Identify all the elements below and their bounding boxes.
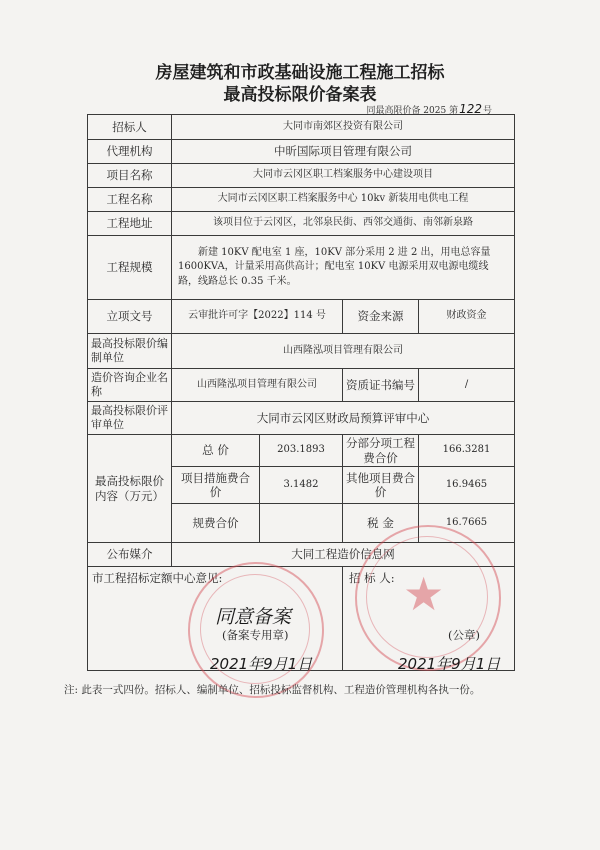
row-consult — [88, 369, 515, 402]
scale-label: 工程规模 — [88, 236, 172, 300]
other-label: 其他项目费合价 — [343, 467, 419, 504]
seal-star-icon: ★ — [403, 567, 445, 621]
location-label: 工程地址 — [88, 212, 172, 236]
consult-value: 山西隆泓项目管理有限公司 — [172, 369, 343, 402]
approval-label: 立项文号 — [88, 300, 172, 334]
row-location — [88, 212, 515, 236]
handwritten-approval: 同意备案 — [215, 606, 292, 628]
tenderer-seal — [355, 525, 501, 671]
fee-value — [260, 504, 343, 543]
tax-value: 16.7665 — [419, 504, 515, 543]
seal-note: (公章) — [448, 628, 480, 642]
media-label: 公布媒介 — [88, 543, 172, 567]
project-name-label: 项目名称 — [88, 164, 172, 188]
sub-item-label: 分部分项工程费合价 — [343, 435, 419, 467]
tenderer-value: 大同市南郊区投资有限公司 — [172, 115, 515, 140]
form-title-line1: 房屋建筑和市政基础设施工程施工招标 — [155, 63, 445, 83]
filing-number-handwritten: 122 — [459, 102, 482, 116]
cert-label: 资质证书编号 — [343, 369, 419, 402]
review-value: 大同市云冈区财政局预算评审中心 — [172, 402, 515, 435]
center-opinion-label: 市工程招标定额中心意见: — [92, 571, 223, 585]
other-value: 16.9465 — [419, 467, 515, 504]
engineering-name-label: 工程名称 — [88, 188, 172, 212]
compiler-label: 最高投标限价编制单位 — [88, 334, 172, 369]
measure-label: 项目措施费合 价 — [172, 467, 260, 504]
total-price-label: 总 价 — [172, 435, 260, 467]
media-value: 大同工程造价信息网 — [172, 543, 515, 567]
compiler-value: 山西隆泓项目管理有限公司 — [172, 334, 515, 369]
sub-item-value: 166.3281 — [419, 435, 515, 467]
measure-value: 3.1482 — [260, 467, 343, 504]
row-price-1 — [88, 435, 515, 467]
row-approval — [88, 300, 515, 334]
total-price-value: 203.1893 — [260, 435, 343, 467]
row-project-name — [88, 164, 515, 188]
row-tenderer — [88, 115, 515, 140]
row-agency — [88, 140, 515, 164]
agency-label: 代理机构 — [88, 140, 172, 164]
footnote: 注: 此表一式四份。招标人、编制单位、招标投标监督机构、工程造价管理机构各执一份。 — [64, 684, 481, 696]
tax-label: 税 金 — [343, 504, 419, 543]
agency-value: 中昕国际项目管理有限公司 — [172, 140, 515, 164]
right-sign-date: 2021年9月1日 — [398, 655, 501, 673]
consult-label: 造价咨询企业名称 — [88, 369, 172, 402]
location-value: 该项目位于云冈区，北邻泉民街、西邻交通街、南邻新泉路 — [172, 212, 515, 236]
cert-value: / — [419, 369, 515, 402]
tenderer-sign-label: 招 标 人: — [349, 571, 395, 585]
fund-source-label: 资金来源 — [343, 300, 419, 334]
fund-source-value: 财政资金 — [419, 300, 515, 334]
project-name-value: 大同市云冈区职工档案服务中心建设项目 — [172, 164, 515, 188]
review-label: 最高投标限价评审单位 — [88, 402, 172, 435]
filing-stamp-note: (备案专用章) — [222, 628, 289, 642]
filing-number-prefix: 同最高限价备 2025 第 — [366, 106, 459, 116]
engineering-name-value: 大同市云冈区职工档案服务中心 10kv 新装用电供电工程 — [172, 188, 515, 212]
left-sign-date: 2021年9月1日 — [210, 655, 313, 673]
row-scale — [88, 236, 515, 300]
filing-number-suffix: 号 — [482, 106, 492, 116]
row-engineering-name — [88, 188, 515, 212]
approval-value: 云审批许可字【2022】114 号 — [172, 300, 343, 334]
tenderer-label: 招标人 — [88, 115, 172, 140]
row-compiler — [88, 334, 515, 369]
scale-value: 新建 10KV 配电室 1 座，10KV 部分采用 2 进 2 出，用电总容量 1600KVA，计量采用高供高计；配电室 10KV 电源采用双电源电缆线路，线路总长 0.35 千米。 — [172, 236, 515, 300]
price-label: 最高投标限价内容（万元） — [88, 435, 172, 543]
fee-label: 规费合价 — [172, 504, 260, 543]
form-title-line2: 最高投标限价备案表 — [223, 85, 377, 105]
row-review — [88, 402, 515, 435]
